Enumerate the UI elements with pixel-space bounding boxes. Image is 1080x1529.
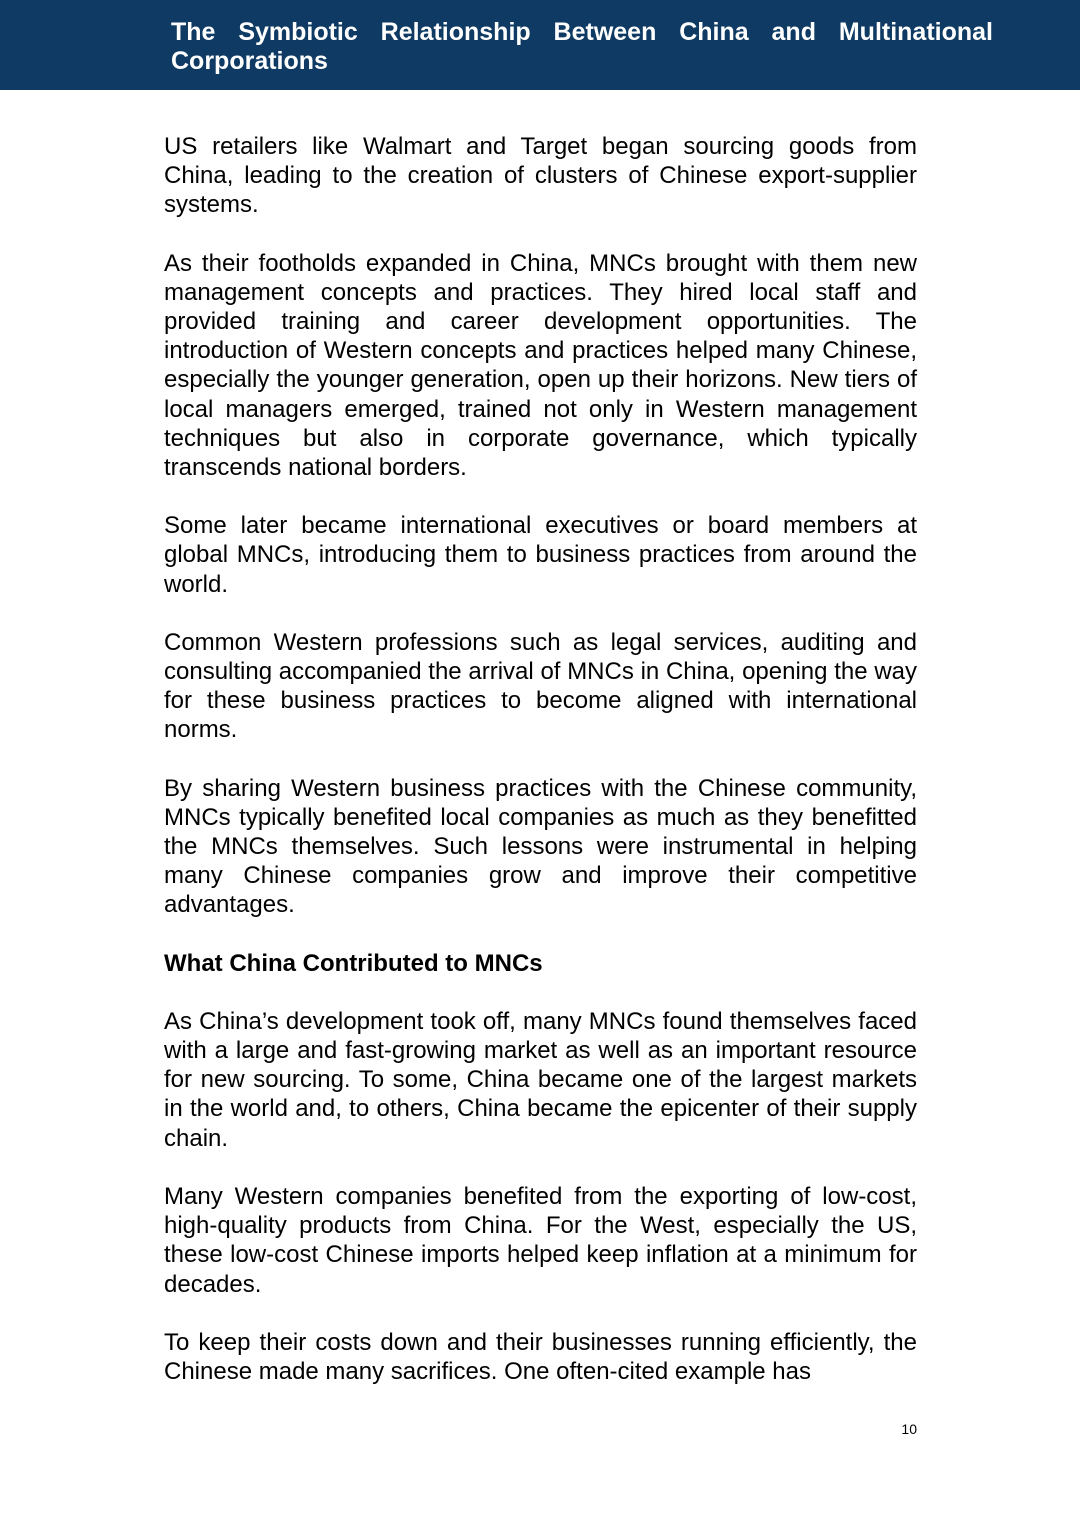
page-number: 10 (901, 1421, 917, 1437)
paragraph-low-cost-exports: Many Western companies benefited from the exporting of low-cost, high-quality products from China. For the West, especially the US, these low-cost Chinese imports helped keep inflation at a minimum for decades. (164, 1182, 917, 1298)
paragraph-western-professions: Common Western professions such as legal services, auditing and consulting accompanied the arrival of MNCs in China, opening the way for these business practices to become aligned with international norms. (164, 628, 917, 744)
section-heading: What China Contributed to MNCs (164, 949, 543, 977)
paragraph-sacrifices: To keep their costs down and their businesses running efficiently, the Chinese made many sacrifices. One often-cited example has (164, 1328, 917, 1385)
paragraph-sharing-practices: By sharing Western business practices with the Chinese community, MNCs typically benefited local companies as much as they benefitted the MNCs themselves. Such lessons were instrumental in helping many Chinese companies grow and improve their competitive advantages. (164, 774, 917, 919)
paragraph-china-development: As China’s development took off, many MNCs found themselves faced with a large and fast-growing market as well as an important resource for new sourcing. To some, China became one of the largest markets in the world and, to others, China became the epicenter of their supply chain. (164, 1007, 917, 1152)
header-band (0, 0, 1080, 90)
document-title: The Symbiotic Relationship Between China and Multinational Corporations (171, 18, 993, 75)
page-content (164, 132, 917, 1415)
paragraph-retailers: US retailers like Walmart and Target began sourcing goods from China, leading to the creation of clusters of Chinese export-supplier systems. (164, 133, 917, 219)
paragraph-management-concepts: As their footholds expanded in China, MNCs brought with them new management concepts and practices. They hired local staff and provided training and career development opportunities. The introduction of Western concepts and practices helped many Chinese, especially the younger generation, open up their horizons. New tiers of local managers emerged, trained not only in Western management techniques but also in corporate governance, which typically transcends national borders. (164, 249, 917, 482)
paragraph-international-executives: Some later became international executives or board members at global MNCs, introducing them to business practices from around the world. (164, 512, 917, 598)
